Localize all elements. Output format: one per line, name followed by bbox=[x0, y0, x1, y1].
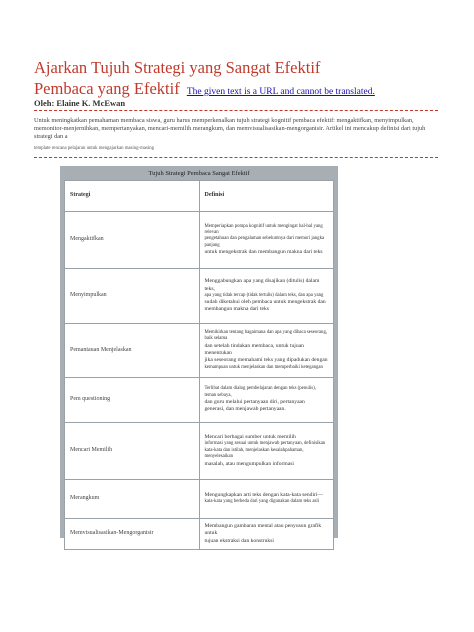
strategy-name: Memvisualisasikan-Mengorganisir bbox=[65, 519, 200, 550]
table-row bbox=[65, 519, 334, 550]
page-title-line2 bbox=[34, 79, 375, 99]
table-caption: Tujuh Strategi Pembaca Sangat Efektif bbox=[148, 170, 250, 177]
strategy-definition bbox=[199, 480, 334, 519]
table-row bbox=[65, 212, 334, 269]
strategy-definition bbox=[199, 269, 334, 324]
strategy-table-frame bbox=[60, 166, 338, 544]
definition-line: masalah, atau mengumpulkan informasi bbox=[204, 460, 294, 467]
strategy-name: Mencari Memilih bbox=[65, 423, 200, 480]
table-row bbox=[65, 423, 334, 480]
definition-line: informasi yang sesuai untuk menjawab pertanyaan, definisikan bbox=[204, 441, 326, 447]
strategy-name: Menyimpulkan bbox=[65, 269, 200, 324]
divider bbox=[34, 110, 438, 111]
definition-line: dan setelah tindakan membaca, untuk tujuan menentukan bbox=[204, 342, 304, 357]
definition-line: Mengungkapkan arti teks dengan kata-kata sendiri— bbox=[204, 492, 324, 499]
definition-line: kata-kata dan istilah, menjelaskan kesalahpahaman, menyelesaikan bbox=[204, 447, 304, 460]
table-row bbox=[65, 480, 334, 519]
definition-line: sudah diketahui oleh pembaca untuk mengekstrak dan bbox=[204, 299, 326, 306]
table-row bbox=[65, 324, 334, 378]
definition-line: kata-kata yang berbeda dari yang digunakan dalam teks asli bbox=[204, 499, 320, 505]
url-notice-link[interactable]: The given text is a URL and cannot be translated. bbox=[186, 87, 375, 97]
strategy-name: Mengaktifkan bbox=[65, 212, 200, 269]
definition-line: jika seseorang memahami teks yang dipadukan dengan bbox=[204, 357, 328, 364]
strategy-name: Merangkum bbox=[65, 480, 200, 519]
intro-paragraph: Untuk meningkatkan pemahaman membaca siswa, guru harus memperkenalkan tujuh strategi kognitif pembaca efektif: mengaktifkan, menyimpulkan, memonitor-menjernihkan, mempertanyakan, mencari-memilih merangkum, dan memvisualisasikan-mengorganisir. Artikel ini mencakup definisi dari tujuh strategi dan a bbox=[34, 117, 426, 140]
definition-line: kemampuan untuk menjelaskan dan memperbaiki ketegangan bbox=[204, 364, 323, 370]
page-title-text: Pembaca yang Efektif bbox=[34, 79, 180, 98]
definition-line: generasi, dan menjawab pertanyaan. bbox=[204, 406, 286, 413]
table-header-row bbox=[65, 181, 334, 212]
definition-line: Membangun gambaran mental atau penyusun grafik untuk bbox=[204, 523, 322, 537]
strategy-table bbox=[64, 180, 334, 550]
definition-line: Menggabungkan apa yang disajikan (ditulis) dalam teks, bbox=[204, 278, 320, 292]
header-definition: Definisi bbox=[199, 181, 334, 212]
strategy-definition bbox=[199, 378, 334, 423]
strategy-definition bbox=[199, 324, 334, 378]
strategy-definition bbox=[199, 423, 334, 480]
definition-line: tujuan ekstraksi dan konstruksi bbox=[204, 537, 274, 544]
strategy-name: Pemantauan Menjelaskan bbox=[65, 324, 200, 378]
definition-line: membangun makna dari teks bbox=[204, 306, 269, 313]
definition-line: Memikirkan tentang bagaimana dan apa yang dibaca seseorang, baik selama bbox=[204, 330, 328, 342]
definition-line: dan guru melalui pertanyaan diri, pertanyaan bbox=[204, 399, 305, 406]
table-row bbox=[65, 269, 334, 324]
divider bbox=[34, 157, 438, 158]
definition-line: apa yang tidak tercap (tidak tertulis) dalam teks, dan apa yang bbox=[204, 292, 324, 298]
definition-line: pengetahuan dan pengalaman sebelumnya dari memori jangka panjang bbox=[204, 236, 325, 248]
strategy-name: Pem questioning bbox=[65, 378, 200, 423]
table-row bbox=[65, 378, 334, 423]
author-byline: Oleh: Elaine K. McEwan bbox=[34, 98, 126, 108]
definition-line: Memperiapkan pompa kognitif untuk mengingat hal-hal yang relevan bbox=[204, 223, 323, 235]
strategy-definition bbox=[199, 519, 334, 550]
header-strategy: Strategi bbox=[65, 181, 200, 212]
definition-line: Mencari berbagai sumber untuk memilih bbox=[204, 434, 296, 441]
page-title: Ajarkan Tujuh Strategi yang Sangat Efektif bbox=[34, 58, 321, 77]
definition-line: Terlibat dalam dialog pembelajaran dengan teks (penulis), teman sebaya, bbox=[204, 386, 316, 398]
strategy-definition bbox=[199, 212, 334, 269]
intro-note: template rencana pelajaran untuk mengajarkan masing-masing bbox=[34, 146, 155, 151]
definition-line: untuk mengekstrak dan membangun makna dari teks bbox=[204, 249, 323, 256]
